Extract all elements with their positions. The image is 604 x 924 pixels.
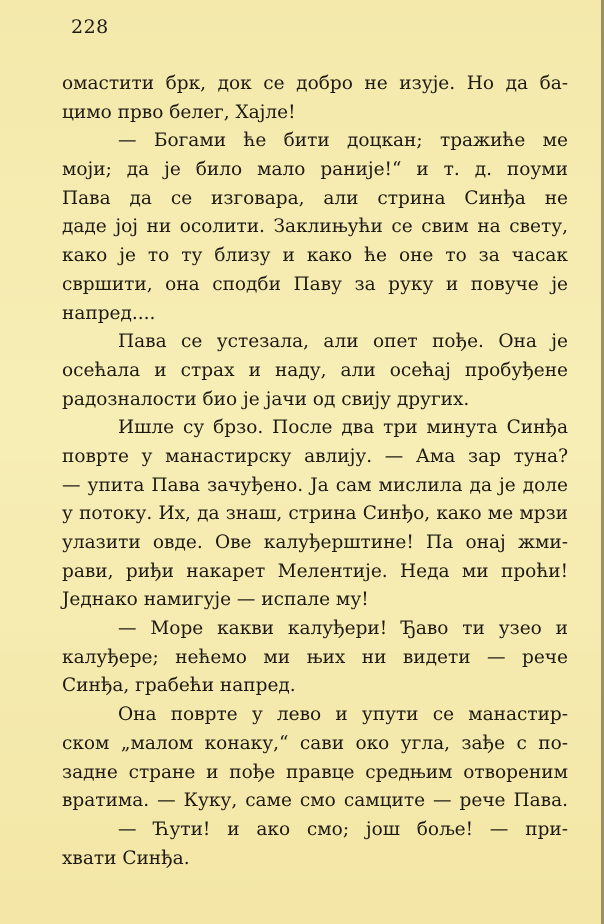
text-line: — упита Пава зачуђено. Ја сам мислила да је доле	[62, 474, 568, 496]
text-line: вратима. — Куку, саме смо самците — рече Пава.	[62, 790, 568, 812]
text-line: Синђа, грабећи напред.	[62, 675, 296, 697]
text-line: Ишле су брзо. После два три минута Синђа	[118, 417, 568, 439]
text-line: како је то ту близу и како ће оне то за часак	[62, 245, 568, 267]
text-line: поврте у манастирску авлију. — Ама зар туна?	[62, 445, 568, 467]
text-line: улазити овде. Ове калуђерштине! Па онај жми-	[62, 532, 568, 553]
text-line: — Ћути! и ако смо; још боље! — при-	[118, 818, 568, 840]
text-line: хвати Синђа.	[62, 847, 190, 869]
text-line: свршити, она сподби Паву за руку и повуче је	[62, 273, 568, 295]
text-line: у потоку. Их, да знаш, стрина Синђо, како ме мрзи	[62, 503, 568, 525]
text-line: — Богами ће бити доцкан; тражиће ме	[118, 130, 568, 152]
text-line: Пава се устезала, али опет пође. Она је	[118, 331, 568, 353]
body-text	[62, 70, 568, 873]
text-line: калуђере; нећемо ми њих ни видети — рече	[62, 646, 568, 668]
text-line: Пава да се изговара, али стрина Синђа не	[62, 187, 568, 209]
text-line: омастити брк, док се добро не изује. Но да ба-	[62, 73, 568, 94]
text-line: рави, риђи накарет Мелентије. Неда ми проћи!	[62, 560, 568, 582]
text-line: радозналости био је јачи од свију других.	[62, 388, 470, 410]
text-line: моји; да је било мало раније!“ и т. д. поуми	[62, 159, 568, 181]
text-line: цимо прво белег, Хајле!	[62, 101, 296, 123]
text-line: задне стране и пође правце средњим отвореним	[62, 761, 568, 783]
text-line: даде јој ни осолити. Заклињући се свим на свету,	[62, 216, 568, 238]
text-line: ском „малом конаку,“ сави око угла, зађе с по-	[62, 732, 568, 754]
text-line: напред....	[62, 302, 156, 324]
text-line: — Море какви калуђери! Ђаво ти узео и	[118, 618, 568, 640]
page-number: 228	[71, 16, 109, 38]
text-line: Она поврте у лево и упути се манастир-	[118, 704, 568, 726]
text-line: Једнако намигује — испале му!	[62, 589, 369, 611]
text-line: осећала и страх и наду, али осећај пробуђене	[62, 359, 568, 381]
